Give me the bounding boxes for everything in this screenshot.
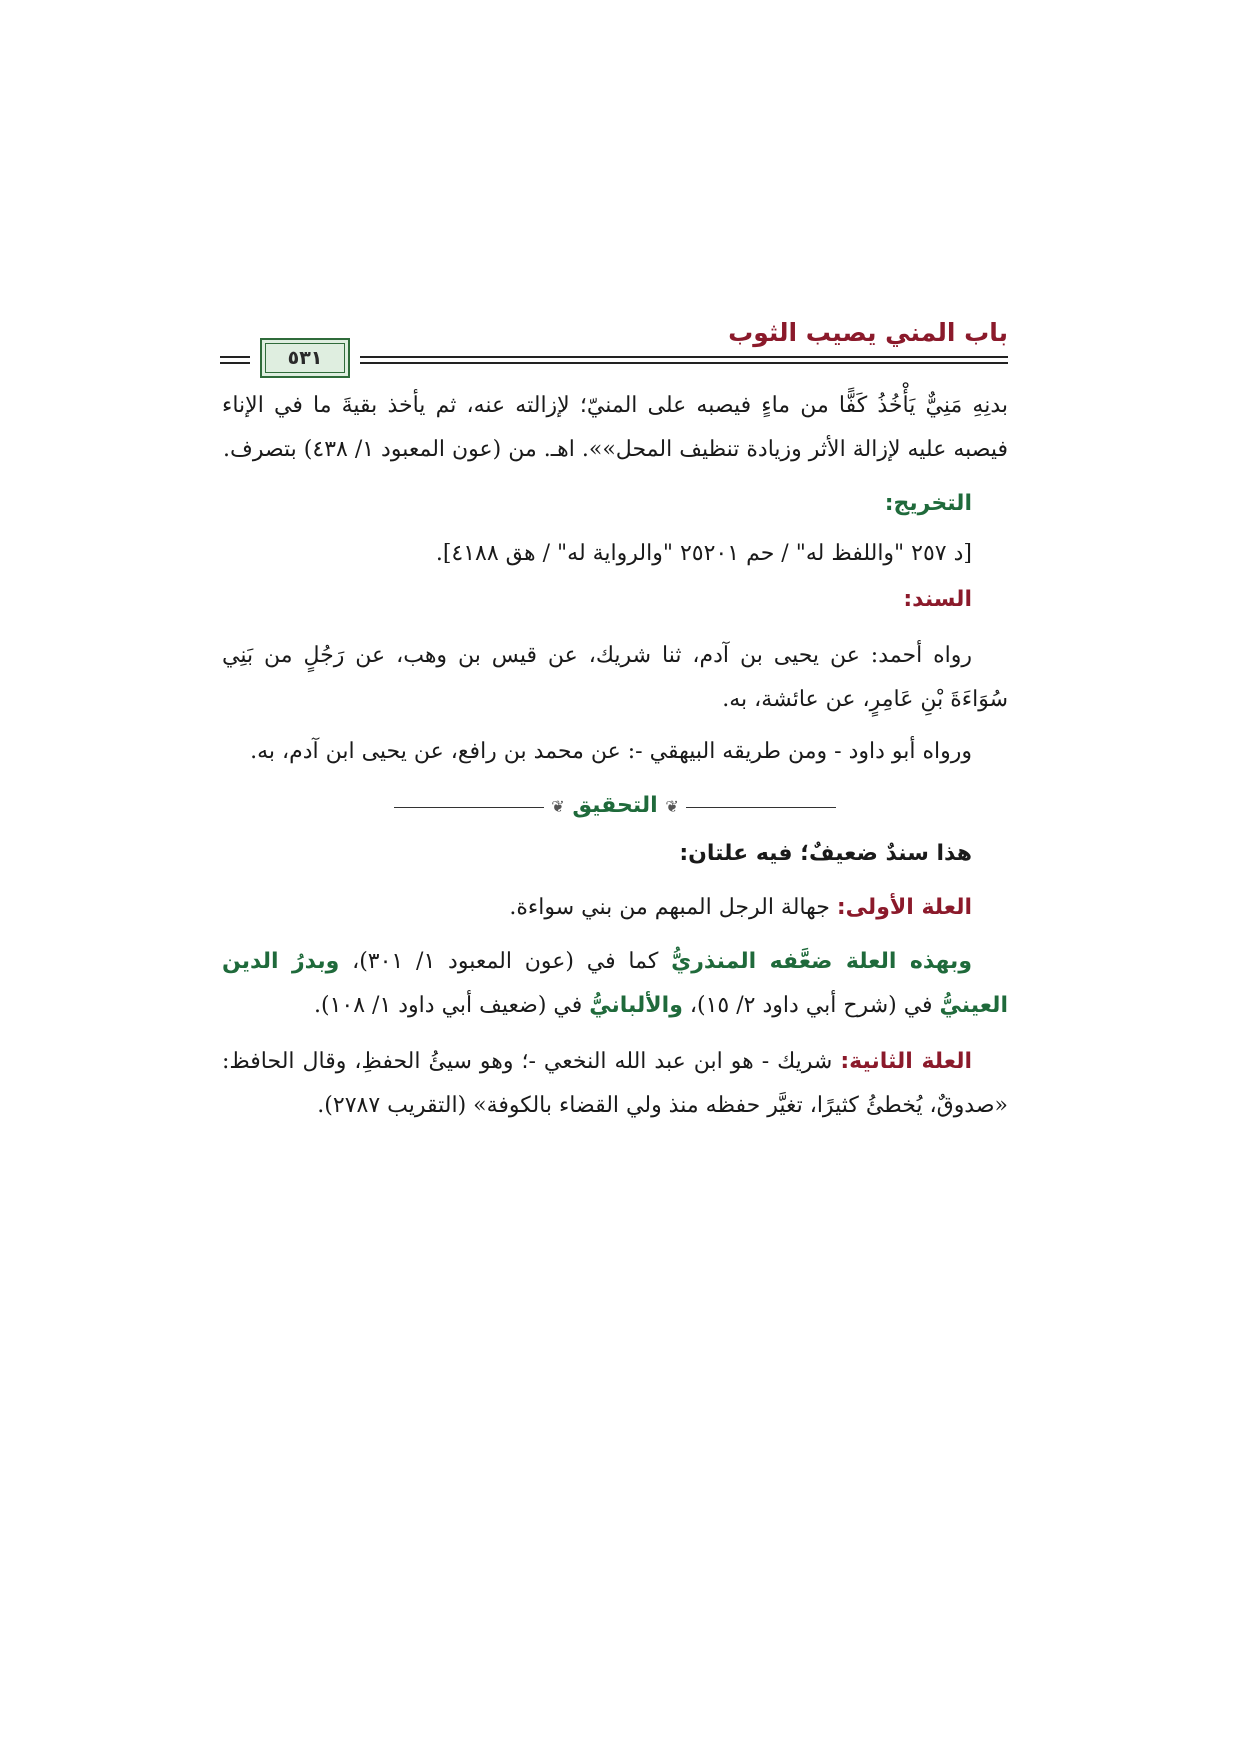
mundhiri-text: كما في (عون المعبود ١/ ٣٠١)، xyxy=(339,949,672,974)
mundhiri-name: وبهذه العلة ضعَّفه المنذريُّ xyxy=(671,949,972,974)
tahqiq-heading-text: التحقيق xyxy=(572,793,658,818)
sanad-paragraph-1: رواه أحمد: عن يحيى بن آدم، ثنا شريك، عن قيس بن وهب، عن رَجُلٍ من بَنِي سُوَاءَةَ بْنِ عَامِرٍ، عن عائشة، به. xyxy=(222,643,1008,712)
header-rule xyxy=(360,362,1008,364)
header-rule xyxy=(220,356,250,358)
paragraph: بدنِهِ مَنِيٌّ يَأْخُذُ كَفًّا من ماءٍ فيصبه على المنيّ؛ لإزالته عنه، ثم يأخذ بقيةَ ما في الإناء فيصبه عليه لإزالة الأثر وزيادة تنظيف المحل»». اهـ. من (عون المعبود ١/ ٤٣٨) بتصرف. xyxy=(222,393,1008,462)
illa-2-label: العلة الثانية: xyxy=(840,1049,972,1074)
illa-1-text: جهالة الرجل المبهم من بني سواءة. xyxy=(509,895,837,920)
ornament-icon: ❦ xyxy=(665,797,679,816)
illa-1-paragraph xyxy=(222,886,1008,930)
takhrij-text: [د ٢٥٧ "واللفظ له" / حم ٢٥٢٠١ "والرواية له" / هق ٤١٨٨]. xyxy=(435,541,972,566)
mundhiri-paragraph xyxy=(222,940,1008,1028)
illa-1-label: العلة الأولى: xyxy=(836,895,972,920)
header-rule xyxy=(220,362,250,364)
tahqiq-divider xyxy=(222,786,1008,826)
ornament-icon: ❦ xyxy=(551,797,565,816)
page-number-badge xyxy=(260,338,350,378)
page-body xyxy=(222,384,1008,1128)
tahqiq-heading xyxy=(222,786,1008,827)
takhrij-heading: التخريج: xyxy=(884,491,972,516)
albani-name: والألبانيُّ xyxy=(589,993,683,1018)
sanad-heading: السند: xyxy=(903,587,972,612)
page-header xyxy=(220,308,1008,378)
ayni-name: وبدرُ الدين العينيُّ xyxy=(222,949,1008,1018)
illa-2-paragraph xyxy=(222,1040,1008,1128)
sanad-paragraph-2: ورواه أبو داود - ومن طريقه البيهقي -: عن محمد بن رافع، عن يحيى ابن آدم، به. xyxy=(250,739,972,764)
ayni-text: في (شرح أبي داود ٢/ ١٥)، xyxy=(682,993,940,1018)
illa-2-text: شريك - هو ابن عبد الله النخعي -؛ وهو سيئُ الحفظِ، وقال الحافظ: «صدوقٌ، يُخطئُ كثيرًا، تغيَّر حفظه منذ ولي القضاء بالكوفة» (التقريب ٢٧٨٧). xyxy=(222,1049,1008,1118)
albani-text: في (ضعيف أبي داود ١/ ١٠٨). xyxy=(314,993,590,1018)
page-number: ٥٣١ xyxy=(287,347,323,369)
running-title: باب المني يصيب الثوب xyxy=(728,318,1008,347)
section-heading-takhrij xyxy=(222,482,1008,526)
header-rule xyxy=(360,356,1008,358)
tahqiq-intro: هذا سندٌ ضعيفٌ؛ فيه علتان: xyxy=(679,841,972,866)
section-heading-sanad xyxy=(222,578,1008,622)
